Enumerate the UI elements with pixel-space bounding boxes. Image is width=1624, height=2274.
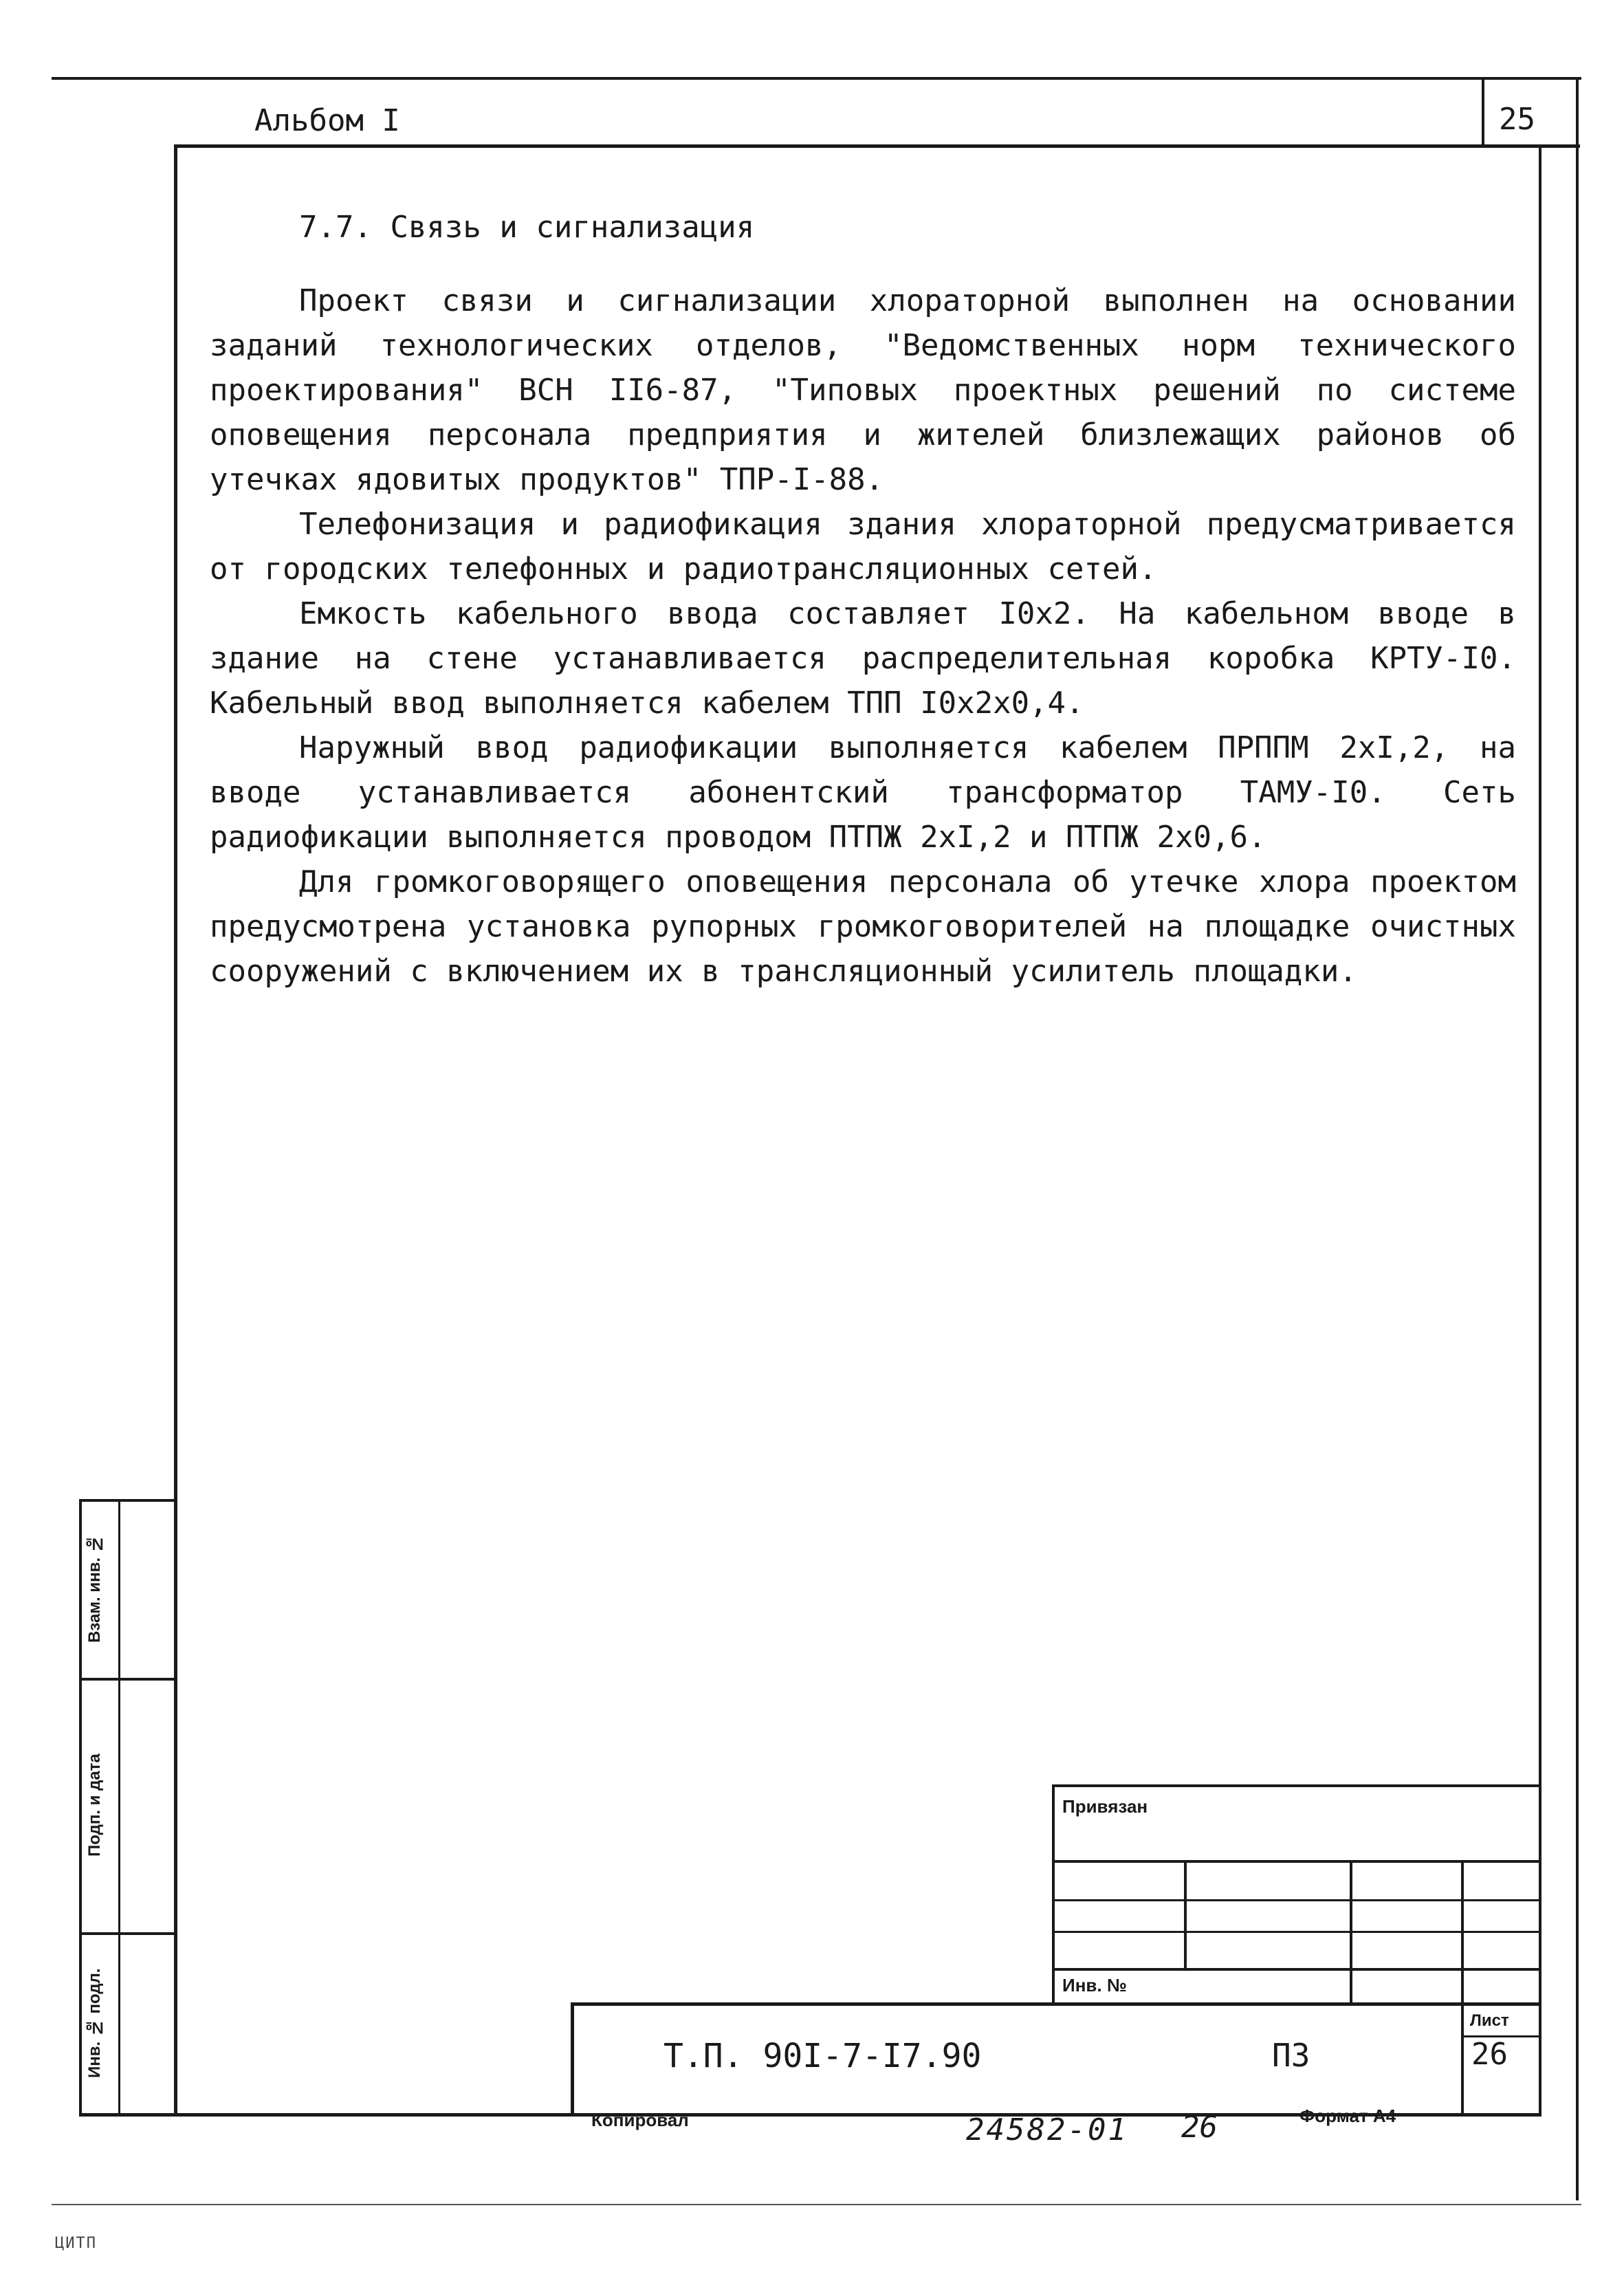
side-stamp-row2 (79, 1932, 175, 1935)
paragraph: Емкость кабельного ввода составляет I0x2. На кабельном вводе в здание на стене устанавливается распределительная коробка КРТУ-I0. Кабельный ввод выполняется кабелем ТПП I0x2x0,4. (210, 596, 1516, 721)
bottom-dashed-rule (52, 2204, 1581, 2205)
frame-right-outer (1576, 144, 1579, 2200)
podp-data-label: Подп. и дата (85, 1753, 104, 1857)
archive-number: 24582-01 (966, 2112, 1128, 2147)
binding-col3 (1461, 1860, 1464, 2004)
inv-no-label: Инв. № (1062, 1975, 1127, 1996)
binding-col2 (1350, 1860, 1352, 2004)
title-block-left (571, 2002, 574, 2117)
privyazan-label: Привязан (1062, 1796, 1148, 1817)
binding-row3 (1052, 1931, 1541, 1933)
list-number: 26 (1471, 2037, 1508, 2072)
copied-label: Копировал (591, 2110, 689, 2130)
print-mark: ЦИТП (55, 2235, 97, 2252)
section-body (210, 278, 1516, 994)
binding-top (1052, 1784, 1541, 1787)
binding-col1 (1184, 1860, 1187, 1970)
title-block-top (571, 2002, 1541, 2006)
list-label: Лист (1470, 2011, 1509, 2030)
page-number: 25 (1499, 102, 1535, 137)
title-block-list-divider (1461, 2002, 1464, 2117)
page-number-box-right (1576, 77, 1579, 146)
side-stamp-divider (118, 1499, 120, 2117)
side-stamp-row1 (79, 1678, 175, 1681)
format-label: Формат А4 (1299, 2106, 1396, 2126)
frame-top (175, 144, 1580, 148)
document-code: Т.П. 90I-7-I7.90 (663, 2037, 982, 2075)
binding-row4 (1052, 1968, 1541, 1971)
inv-podl-label: Инв. № подл. (85, 1968, 104, 2079)
top-rule (52, 77, 1581, 80)
section-title: 7.7. Связь и сигнализация (299, 210, 755, 245)
document-type: ПЗ (1272, 2037, 1310, 2074)
paragraph: Для громкоговорящего оповещения персонала об утечке хлора проектом предусмотрена установка рупорных громкоговорителей на площадке очистных сооружений с включением их в трансляционный усилитель площадки. (210, 864, 1516, 989)
sheet-mark: 26 (1181, 2110, 1218, 2145)
frame-left (174, 144, 177, 2117)
paragraph: Телефонизация и радиофикация здания хлораторной предусматривается от городских телефонных и радиотрансляционных сетей. (210, 507, 1516, 587)
frame-right (1539, 144, 1541, 2117)
side-stamp-top (79, 1499, 175, 1502)
side-stamp-left (79, 1499, 82, 2117)
paragraph: Проект связи и сигнализации хлораторной выполнен на основании заданий технологических отделов, "Ведомственных норм технического проектирования" ВСН II6-87, "Типовых проектных решений по системе оповещения персонала предприятия и жителей близлежащих районов об утечках ядовитых продуктов" ТПР-I-88. (210, 283, 1516, 497)
page-number-box-left (1482, 77, 1484, 146)
binding-left (1052, 1784, 1055, 2004)
binding-row2 (1052, 1899, 1541, 1901)
paragraph: Наружный ввод радиофикации выполняется кабелем ПРППМ 2xI,2, на вводе устанавливается абонентский трансформатор ТАМУ-I0. Сеть радиофикации выполняется проводом ПТПЖ 2xI,2 и ПТПЖ 2x0,6. (210, 730, 1516, 855)
album-label: Альбом I (254, 103, 400, 138)
vzam-inv-label: Взам. инв. № (85, 1534, 104, 1643)
binding-row1 (1052, 1860, 1541, 1863)
